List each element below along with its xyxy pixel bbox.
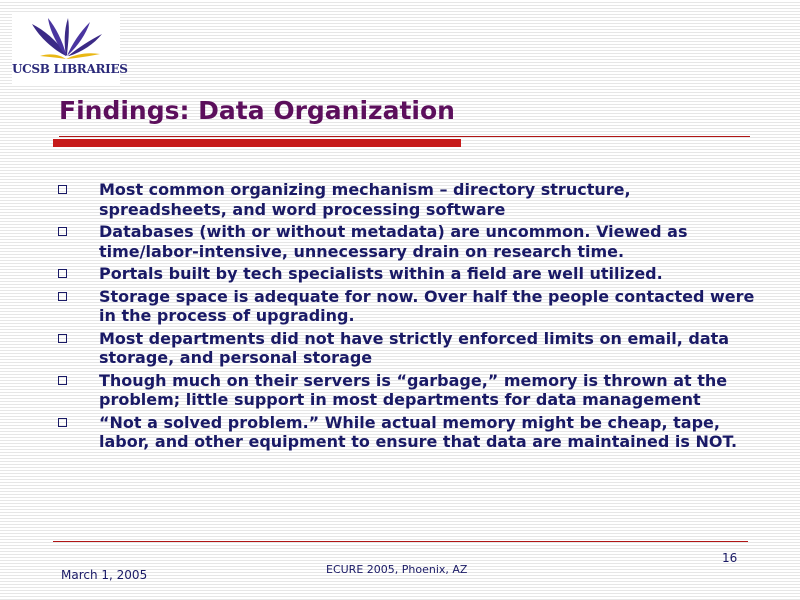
bullet-item	[56, 329, 756, 368]
hollow-square-bullet-icon	[58, 227, 67, 236]
footer-date: March 1, 2005	[61, 568, 148, 582]
logo-wordmark: UCSB LIBRARIES	[12, 62, 128, 76]
slide-title: Findings: Data Organization	[59, 96, 455, 125]
bullet-text: Databases (with or without metadata) are uncommon. Viewed as time/labor-intensive, unnecessary drain on research time.	[99, 222, 688, 261]
bullet-item	[56, 180, 756, 219]
title-divider-thick	[53, 139, 461, 147]
bullet-text: Most departments did not have strictly enforced limits on email, data storage, and personal storage	[99, 328, 730, 367]
hollow-square-bullet-icon	[58, 292, 67, 301]
bullet-text: Though much on their servers is “garbage,” memory is thrown at the problem; little support in most departments for data management	[99, 370, 728, 409]
bullet-item	[56, 222, 756, 261]
hollow-square-bullet-icon	[58, 269, 67, 278]
bullet-item	[56, 371, 756, 410]
hollow-square-bullet-icon	[58, 376, 67, 385]
fanned-book-pages-logo-icon	[26, 16, 106, 62]
hollow-square-bullet-icon	[58, 334, 67, 343]
hollow-square-bullet-icon	[58, 185, 67, 194]
findings-bullet-list	[56, 180, 756, 455]
title-divider-thin	[59, 136, 750, 137]
ucsb-libraries-logo	[12, 12, 128, 84]
footer-event: ECURE 2005, Phoenix, AZ	[326, 563, 468, 576]
bullet-text: Most common organizing mechanism – directory structure, spreadsheets, and word processing software	[99, 180, 631, 219]
bullet-text: “Not a solved problem.” While actual memory might be cheap, tape, labor, and other equipment to ensure that data are maintained is NOT.	[99, 412, 738, 451]
hollow-square-bullet-icon	[58, 418, 67, 427]
bullet-text: Portals built by tech specialists within a field are well utilized.	[99, 264, 663, 283]
bullet-item	[56, 413, 756, 452]
bullet-item	[56, 264, 756, 284]
bullet-text: Storage space is adequate for now. Over half the people contacted were in the process of upgrading.	[99, 286, 755, 325]
slide-number: 16	[722, 551, 738, 565]
bullet-item	[56, 287, 756, 326]
footer-divider	[53, 541, 748, 542]
